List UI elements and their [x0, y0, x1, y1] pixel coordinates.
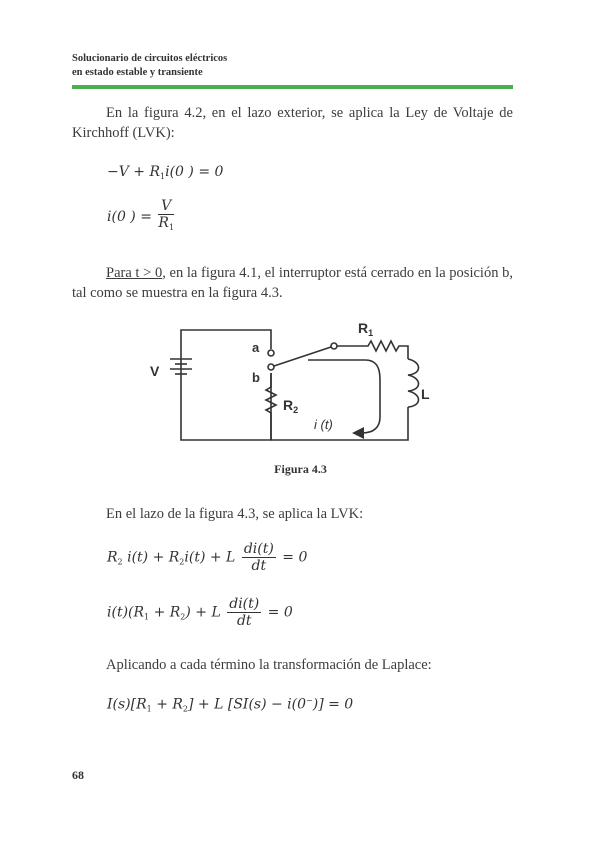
- eq4-denominator: dt: [236, 613, 252, 629]
- paragraph-2-underlined: Para t > 0: [106, 265, 163, 281]
- eq5-s2: 2: [182, 704, 189, 714]
- header-line-2: en estado estable y transiente: [72, 67, 203, 78]
- circuit-figure: [140, 315, 440, 450]
- eq4-numerator: di(t): [229, 596, 260, 612]
- eq3-fraction: [242, 541, 276, 574]
- eq4-s1: 1: [144, 612, 150, 622]
- label-r1-text: R: [358, 320, 369, 336]
- eq3-denominator: dt: [251, 558, 267, 574]
- eq2-den-sub: 1: [168, 223, 175, 232]
- label-r2-text: R: [283, 397, 294, 413]
- label-r1-sub: 1: [368, 328, 374, 338]
- eq3-p1: R: [107, 549, 118, 566]
- eq4-fraction: [227, 596, 261, 629]
- paragraph-1: En la figura 4.2, en el lazo exterior, se aplica la Ley de Voltaje de Kirchhoff (LVK):: [72, 105, 513, 141]
- paragraph-2: [72, 263, 513, 303]
- paragraph-3: En el lazo de la figura 4.3, se aplica la LVK:: [106, 506, 364, 522]
- eq5-p2: + R: [151, 696, 183, 713]
- equation-5: [107, 696, 353, 714]
- eq5-p4: )] = 0: [312, 696, 354, 713]
- header-line-1: Solucionario de circuitos eléctricos: [72, 53, 228, 64]
- switch-blade: [274, 347, 331, 366]
- label-current: i (t): [314, 417, 333, 432]
- eq4-s2: 2: [180, 612, 186, 622]
- paragraph-4: Aplicando a cada término la transformación de Laplace:: [106, 657, 432, 673]
- eq1-part-a: −V + R: [107, 164, 161, 180]
- eq5-p1: I(s)[R: [107, 696, 147, 713]
- eq3-p3: i(t) + L: [184, 549, 236, 566]
- eq2-denominator: [158, 215, 174, 236]
- eq5-s1: 1: [146, 704, 152, 714]
- inductor-l: [408, 359, 419, 407]
- eq5-sup: −: [306, 696, 313, 705]
- resistor-r1: [337, 341, 408, 359]
- label-r2: [283, 397, 298, 415]
- running-header: [72, 52, 227, 80]
- eq2-numerator: V: [158, 198, 174, 215]
- label-r2-sub: 2: [293, 405, 299, 415]
- equation-1: [107, 164, 223, 181]
- eq5-p3: ] + L [SI(s) − i(0: [188, 696, 307, 713]
- equation-3: [107, 541, 307, 574]
- eq3-s2: 2: [179, 557, 185, 567]
- eq1-sub: 1: [160, 172, 166, 181]
- eq2-lhs: i(0 ) =: [107, 209, 152, 225]
- eq3-numerator: di(t): [243, 541, 274, 557]
- switch-contact-a: [268, 350, 274, 356]
- switch-contact-b: [268, 364, 274, 370]
- eq3-p2: i(t) + R: [122, 549, 180, 566]
- label-a: a: [252, 340, 260, 355]
- label-b: b: [252, 370, 260, 385]
- eq2-den-text: R: [158, 215, 169, 231]
- eq3-p4: = 0: [277, 549, 308, 566]
- eq2-fraction: [158, 198, 174, 236]
- label-v: V: [150, 363, 160, 379]
- figure-caption: Figura 4.3: [274, 462, 327, 476]
- eq1-part-b: i(0 ) = 0: [165, 164, 224, 180]
- equation-4: [107, 596, 293, 629]
- eq3-s1: 2: [117, 557, 123, 567]
- eq4-p4: = 0: [263, 604, 293, 621]
- equation-2: [107, 198, 176, 236]
- page-number: 68: [72, 768, 84, 782]
- eq4-p3: ) + L: [185, 604, 221, 621]
- eq4-p1: i(t)(R: [107, 604, 145, 621]
- label-r1: [358, 320, 373, 338]
- header-rule: [72, 85, 513, 89]
- eq4-p2: + R: [149, 604, 181, 621]
- switch-pivot: [331, 343, 337, 349]
- current-arrowhead: [352, 427, 364, 439]
- paragraph-2-rest: , en la figura 4.1, el interruptor está cerrado en la posición b, tal como se muestra en la figura 4.3.: [72, 265, 513, 301]
- label-l: L: [421, 386, 430, 402]
